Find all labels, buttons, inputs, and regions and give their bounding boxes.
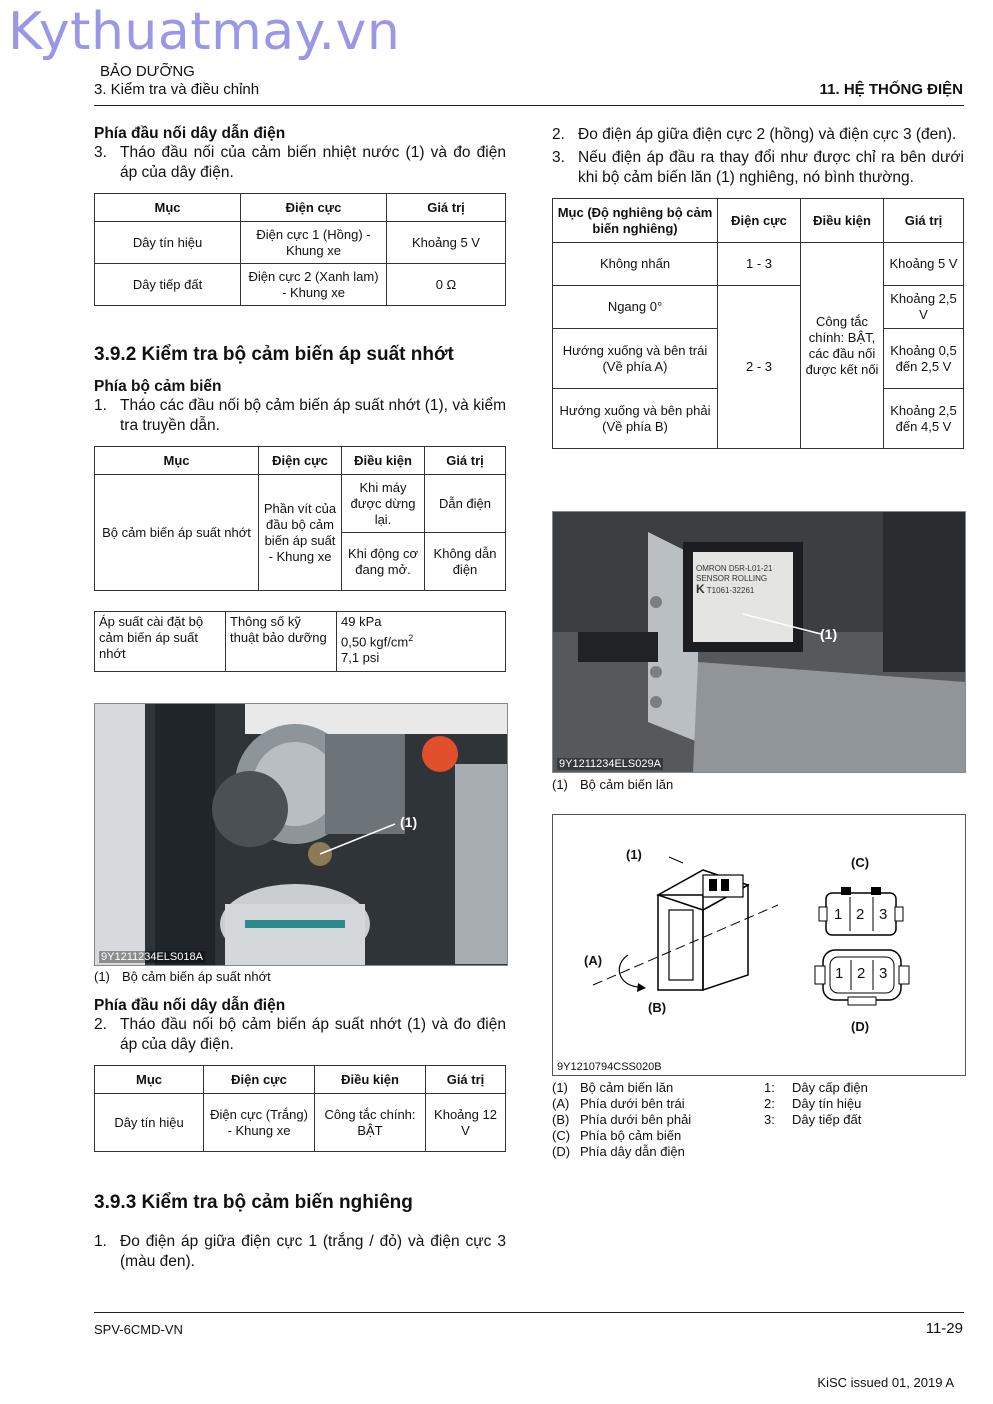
photo-callout: (1) (400, 814, 418, 830)
col-header: Mục (95, 447, 259, 475)
footer-page: 11-29 (925, 1320, 963, 1337)
roll-photo-caption (552, 777, 964, 793)
footer-doc: SPV-6CMD-VN (94, 1322, 183, 1337)
table-cell: Dây tín hiệu (95, 222, 241, 264)
wiring-side-heading-2: Phía đầu nối dây dẫn điện (94, 997, 286, 1014)
table-cell: Hướng xuống và bên phải (Về phía B) (553, 389, 718, 449)
table-cell: 1 - 3 (718, 243, 801, 286)
footer-issued: KiSC issued 01, 2019 A (817, 1375, 954, 1390)
sensor-label (696, 564, 792, 596)
pin-3-label: 3 (879, 906, 888, 923)
col-header: Mục (Độ nghiêng bộ cảm biến nghiêng) (553, 199, 718, 243)
legend-key: (B) (552, 1112, 570, 1127)
step-1-tilt (94, 1232, 506, 1272)
header-chapter: 11. HỆ THỐNG ĐIỆN (819, 81, 963, 98)
diagram-legend-right (764, 1080, 964, 1128)
spec-table (94, 611, 506, 672)
spec-type: Thông số kỹ thuật bảo dưỡng (226, 612, 337, 672)
left-column (94, 125, 506, 672)
legend-key: 1: (764, 1080, 775, 1095)
water-temp-table (94, 193, 506, 306)
col-header: Giá trị (387, 194, 506, 222)
table-cell: Điện cực 2 (Xanh lam) - Khung xe (241, 264, 387, 306)
sensor-name: SENSOR ROLLING (696, 574, 768, 583)
legend-key: (C) (552, 1128, 571, 1143)
wiring-side-heading-1: Phía đầu nối dây dẫn điện (94, 125, 286, 142)
roll-sensor-diagram (552, 814, 966, 1076)
table-cell: Khoảng 5 V (387, 222, 506, 264)
table-row (553, 286, 964, 329)
table-cell: Công tắc chính: BẬT (315, 1094, 426, 1152)
step-2-tilt (552, 125, 964, 145)
col-header: Điện cực (241, 194, 387, 222)
label-a: (A) (584, 953, 603, 968)
step-number: 2. (552, 126, 565, 143)
step-3-left (94, 143, 506, 183)
legend-key: (1) (552, 1080, 568, 1095)
col-header: Mục (95, 194, 241, 222)
step-number: 3. (94, 144, 107, 161)
oil-pressure-sensor-photo (94, 703, 508, 966)
col-header: Giá trị (425, 447, 506, 475)
table-cell: Khoảng 12 V (426, 1094, 506, 1152)
legend-text: Phía bộ cảm biến (580, 1128, 682, 1143)
table-cell: Dây tiếp đất (95, 264, 241, 306)
step-text: Tháo đầu nối của cảm biến nhiệt nước (1) và đo điện áp của dây điện. (120, 144, 506, 181)
table-row (553, 243, 964, 286)
table-cell: Khoảng 0,5 đến 2,5 V (884, 329, 964, 389)
connector-diagram (553, 815, 965, 1075)
step-3-tilt (552, 148, 964, 188)
photo-code: 9Y1211234ELS029A (559, 758, 661, 770)
sensor-mount-illustration (553, 512, 965, 772)
caption-text: Bộ cảm biến lăn (580, 777, 674, 792)
label-b: (B) (648, 1000, 667, 1015)
col-header: Điện cực (259, 447, 342, 475)
col-header: Điều kiện (342, 447, 425, 475)
step-number: 1. (94, 1233, 107, 1250)
legend-text: Dây tín hiệu (792, 1096, 862, 1111)
step-number: 3. (552, 149, 565, 166)
step-text: Đo điện áp giữa điện cực 1 (trắng / đỏ) và điện cực 3 (màu đen). (120, 1233, 506, 1270)
table-cell: Không dẫn điện (425, 533, 506, 591)
label-1: (1) (626, 847, 642, 862)
col-header: Điều kiện (315, 1066, 426, 1094)
col-header: Giá trị (426, 1066, 506, 1094)
col-header: Điện cực (204, 1066, 315, 1094)
table-cell: Bộ cảm biến áp suất nhớt (95, 475, 259, 591)
legend-key: 2: (764, 1096, 775, 1111)
step-number: 2. (94, 1016, 107, 1033)
legend-text: Phía dây dẫn điện (580, 1144, 685, 1159)
right-column (552, 125, 964, 449)
photo-callout: (1) (820, 626, 838, 642)
table-row (95, 475, 506, 533)
table-cell: Khoảng 5 V (884, 243, 964, 286)
table-cell: 0 Ω (387, 264, 506, 306)
step-text: Tháo đầu nối bộ cảm biến áp suất nhớt (1) và đo điện áp của dây điện. (120, 1016, 506, 1053)
pin-3-label: 3 (879, 965, 888, 982)
col-header: Điều kiện (801, 199, 884, 243)
tilt-sensor-table (552, 198, 964, 449)
sensor-side-heading: Phía bộ cảm biến (94, 378, 222, 395)
caption-key: (1) (552, 777, 568, 792)
step-text: Đo điện áp giữa điện cực 2 (hồng) và điện cực 3 (đen). (578, 126, 957, 143)
caption-text: Bộ cảm biến áp suất nhớt (122, 969, 271, 984)
table-cell: Dây tín hiệu (95, 1094, 204, 1152)
legend-key: (D) (552, 1144, 571, 1159)
diagram-legend-left (552, 1080, 752, 1160)
section-title-393: 3.9.3 Kiểm tra bộ cảm biến nghiêng (94, 1192, 413, 1213)
table-cell: Khi máy được dừng lại. (342, 475, 425, 533)
pin-2-label: 2 (857, 965, 866, 982)
caption-key: (1) (94, 969, 110, 984)
table-cell: Không nhấn (553, 243, 718, 286)
header-subsection: 3. Kiểm tra và điều chỉnh (94, 81, 260, 98)
col-header: Giá trị (884, 199, 964, 243)
table-cell: Điện cực 1 (Hồng) - Khung xe (241, 222, 387, 264)
step-1-oil (94, 396, 506, 436)
watermark: Kythuatmay.vn (8, 2, 401, 62)
spec-values (337, 612, 506, 672)
table-cell: Ngang 0° (553, 286, 718, 329)
pin-1-label: 1 (835, 965, 844, 982)
table-cell: Dẫn điện (425, 475, 506, 533)
table-cell: Hướng xuống và bên trái (Về phía A) (553, 329, 718, 389)
photo-code: 9Y1211234ELS018A (101, 951, 203, 963)
col-header: Điện cực (718, 199, 801, 243)
legend-key: (A) (552, 1096, 570, 1111)
label-d: (D) (851, 1019, 870, 1034)
engine-illustration (95, 704, 507, 965)
legend-key: 3: (764, 1112, 775, 1127)
spec-label: Áp suất cài đặt bộ cảm biến áp suất nhớt (95, 612, 226, 672)
table-cell: 2 - 3 (718, 286, 801, 449)
legend-text: Phía dưới bên phải (580, 1112, 692, 1127)
label-c: (C) (851, 855, 870, 870)
table-row (95, 222, 506, 264)
legend-text: Bộ cảm biến lăn (580, 1080, 674, 1095)
legend-text: Dây cấp điện (792, 1080, 868, 1095)
sensor-brand: OMRON D5R-L01-21 (696, 564, 773, 573)
section-title-392: 3.9.2 Kiểm tra bộ cảm biến áp suất nhớt (94, 344, 454, 365)
step-number: 1. (94, 397, 107, 414)
table-row (95, 1094, 506, 1152)
oil-sensor-table (94, 446, 506, 591)
step-text: Tháo các đầu nối bộ cảm biến áp suất nhớt (1), và kiểm tra truyền dẫn. (120, 397, 506, 434)
roll-sensor-photo (552, 511, 966, 773)
col-header: Mục (95, 1066, 204, 1094)
spec-value: 7,1 psi (341, 650, 380, 666)
oil-wiring-table (94, 1065, 506, 1152)
table-cell: Phần vít của đầu bộ cảm biến áp suất - Khung xe (259, 475, 342, 591)
pin-2-label: 2 (856, 906, 865, 923)
table-cell: Khi động cơ đang mở. (342, 533, 425, 591)
diagram-code: 9Y1210794CSS020B (557, 1061, 662, 1073)
table-cell: Khoảng 2,5 V (884, 286, 964, 329)
left-column-lower (94, 997, 506, 1272)
table-cell: Điện cực (Trắng) - Khung xe (204, 1094, 315, 1152)
footer-rule (94, 1312, 964, 1313)
header-section: BẢO DƯỠNG (100, 63, 195, 80)
table-cell: Công tắc chính: BẬT, các đầu nối được kết nối (801, 243, 884, 449)
table-row (95, 264, 506, 306)
sensor-part: K T1061-32261 (696, 582, 755, 596)
oil-photo-caption (94, 969, 506, 985)
legend-text: Dây tiếp đất (792, 1112, 862, 1127)
table-cell: Khoảng 2,5 đến 4,5 V (884, 389, 964, 449)
spec-value: 0,50 kgf/$cm^2$ (341, 633, 414, 650)
header-rule (94, 105, 964, 106)
spec-value: 49 kPa (341, 614, 382, 629)
step-2-oil (94, 1015, 506, 1055)
step-text: Nếu điện áp đầu ra thay đổi như được chỉ ra bên dưới khi bộ cảm biến lăn (1) nghiêng, nó bình thường. (578, 149, 964, 186)
legend-text: Phía dưới bên trái (580, 1096, 685, 1111)
pin-1-label: 1 (834, 906, 843, 923)
